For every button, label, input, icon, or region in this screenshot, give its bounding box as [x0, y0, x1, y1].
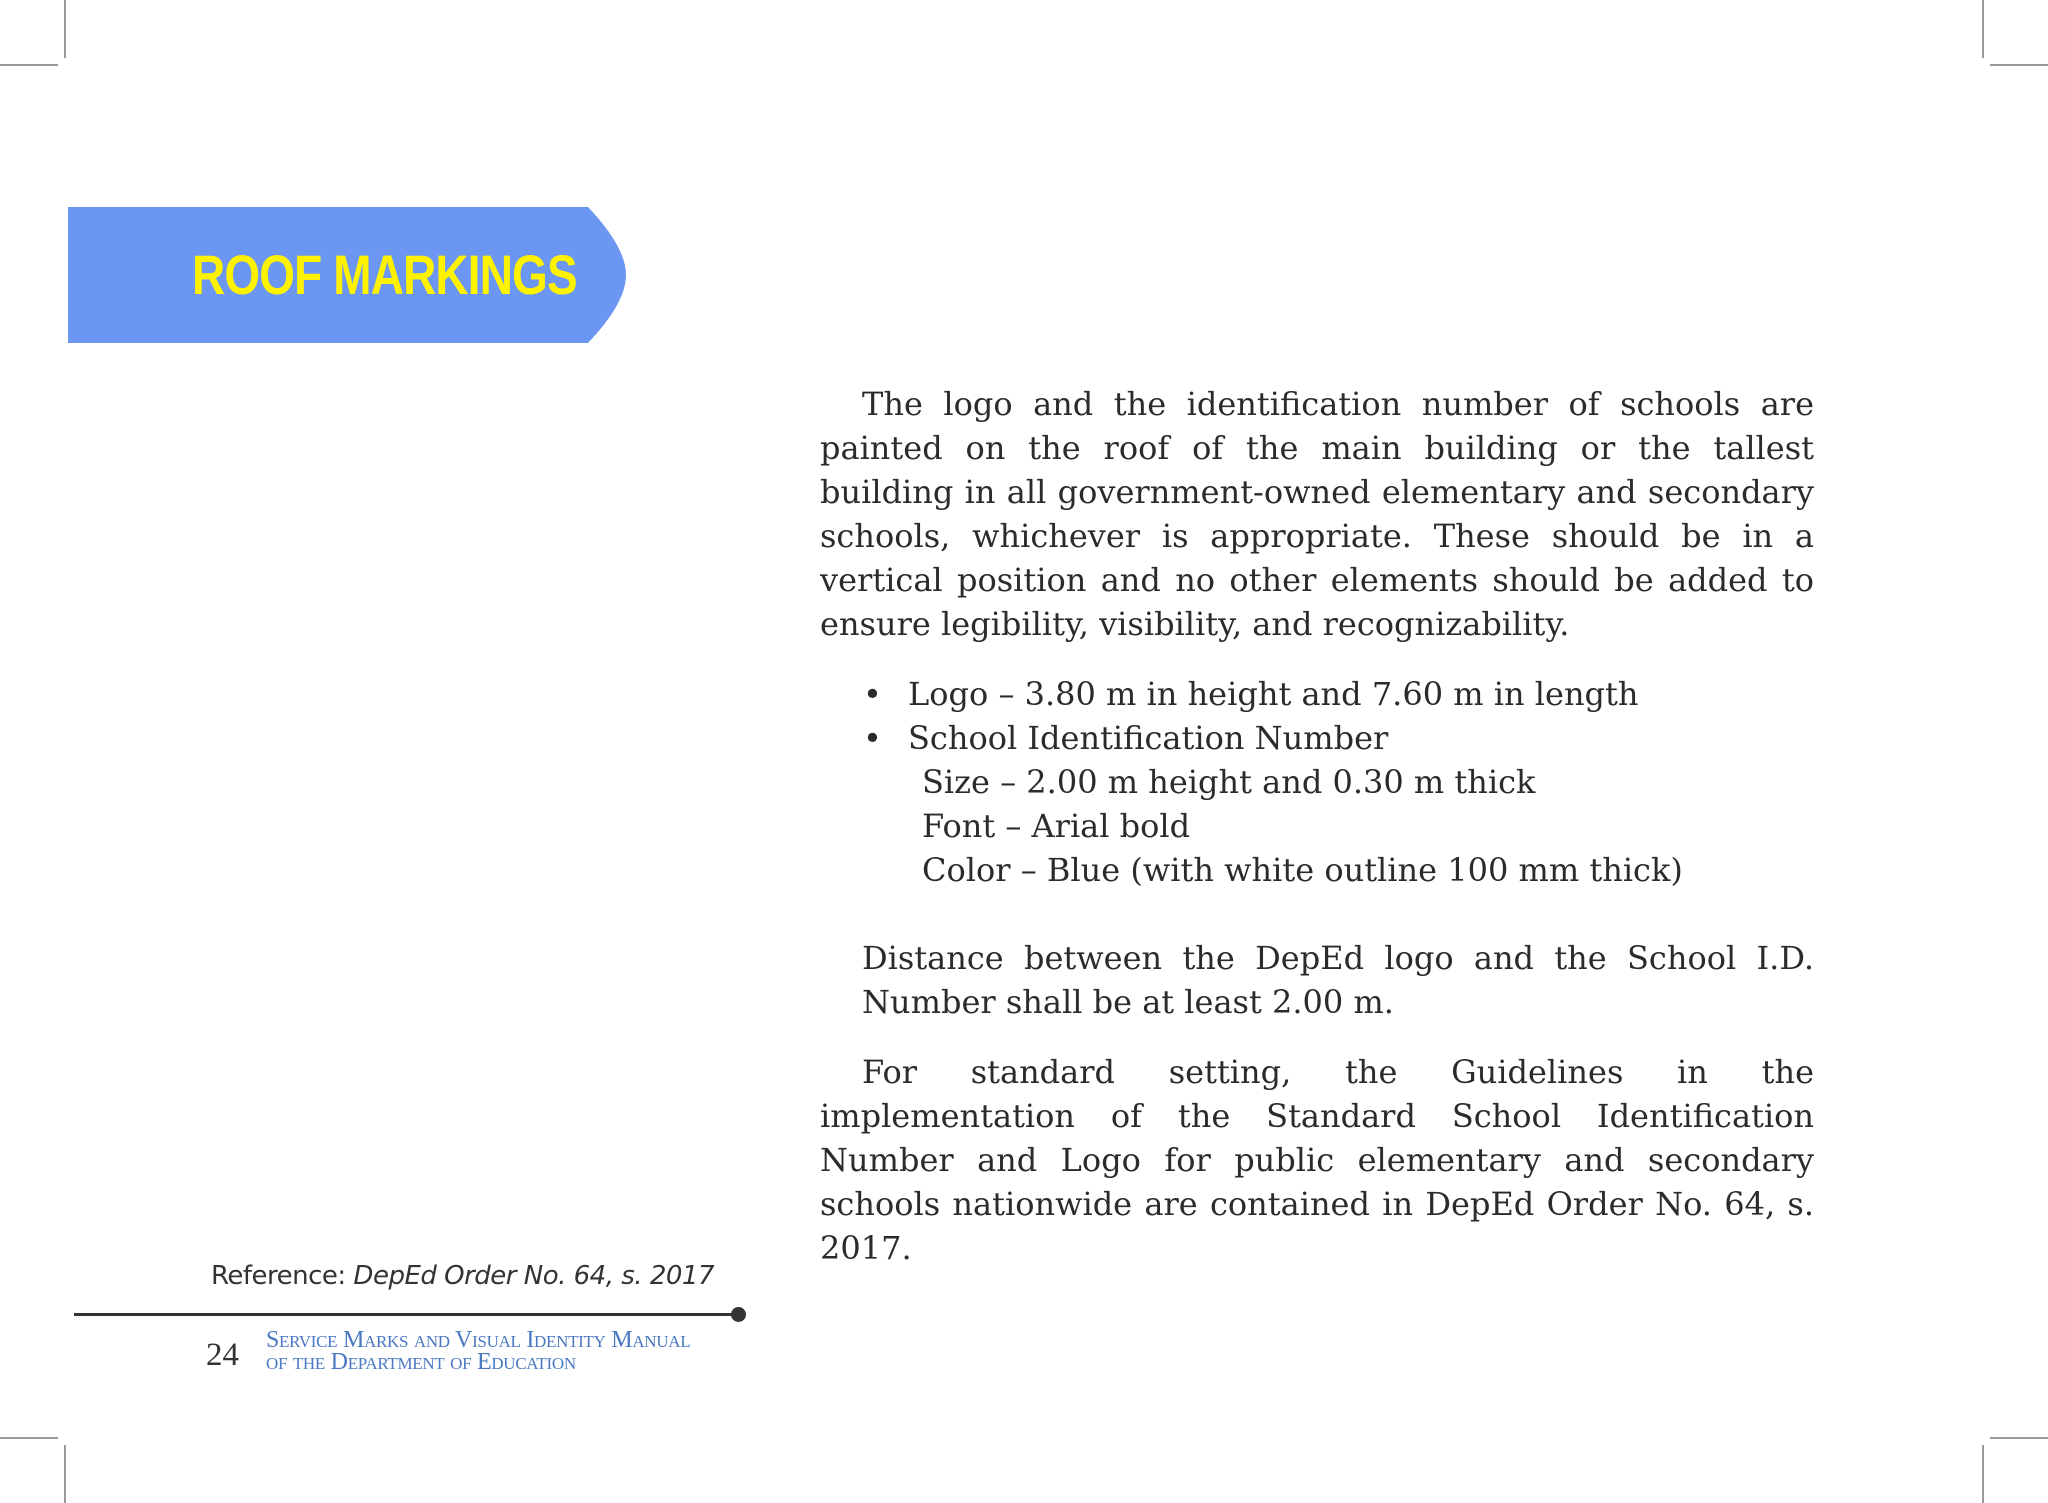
spec-size: Size – 2.00 m height and 0.30 m thick [922, 763, 1536, 801]
distance-paragraph: Distance between the DepEd logo and the School I.D. Number shall be at least 2.00 m. [862, 939, 1814, 1021]
section-banner [68, 207, 626, 343]
crop-mark-bottom-right [1990, 1437, 2048, 1439]
intro-paragraph: The logo and the identification number of schools are painted on the roof of the main building or the tallest building in all government-owned elementary and secondary schools, whichever is appropriate. These should be in a vertical position and no other elements should be added to ensure legibility, visibility, and recognizability. [820, 385, 1814, 643]
crop-mark-top-left [0, 64, 58, 66]
list-item: • Logo – 3.80 m in height and 7.60 m in length [863, 672, 1814, 716]
standard-paragraph: For standard setting, the Guidelines in the implementation of the Standard School Identification Number and Logo for public elementary and secondary schools nationwide are contained in DepEd Order No. 64, s. 2017. [820, 1053, 1814, 1267]
footer-rule-dot [731, 1307, 746, 1322]
reference-note [211, 1257, 714, 1295]
crop-mark-bottom-left [64, 1445, 66, 1503]
reference-label: Reference: [210, 1261, 354, 1291]
page-number: 24 [206, 1337, 239, 1373]
spec-font: Font – Arial bold [922, 807, 1191, 845]
section-title: ROOF MARKINGS [192, 243, 577, 306]
spec-color: Color – Blue (with white outline 100 mm thick) [922, 851, 1683, 889]
footer-manual-title [266, 1329, 690, 1373]
school-id-specs [820, 760, 1814, 892]
list-item: • School Identification Number [863, 716, 1814, 760]
crop-mark-bottom-left [0, 1437, 58, 1439]
crop-mark-top-left [64, 0, 66, 58]
crop-mark-top-right [1990, 64, 2048, 66]
footer-rule [74, 1313, 736, 1316]
crop-mark-top-right [1982, 0, 1984, 58]
main-content [820, 382, 1814, 1270]
spec-list [820, 672, 1814, 760]
footer-title-line1: Service Marks and Visual Identity Manual [266, 1327, 691, 1353]
reference-document: DepEd Order No. 64, s. 2017 [353, 1261, 714, 1291]
footer-title-line2: of the Department of Education [266, 1349, 576, 1375]
crop-mark-bottom-right [1982, 1445, 1984, 1503]
